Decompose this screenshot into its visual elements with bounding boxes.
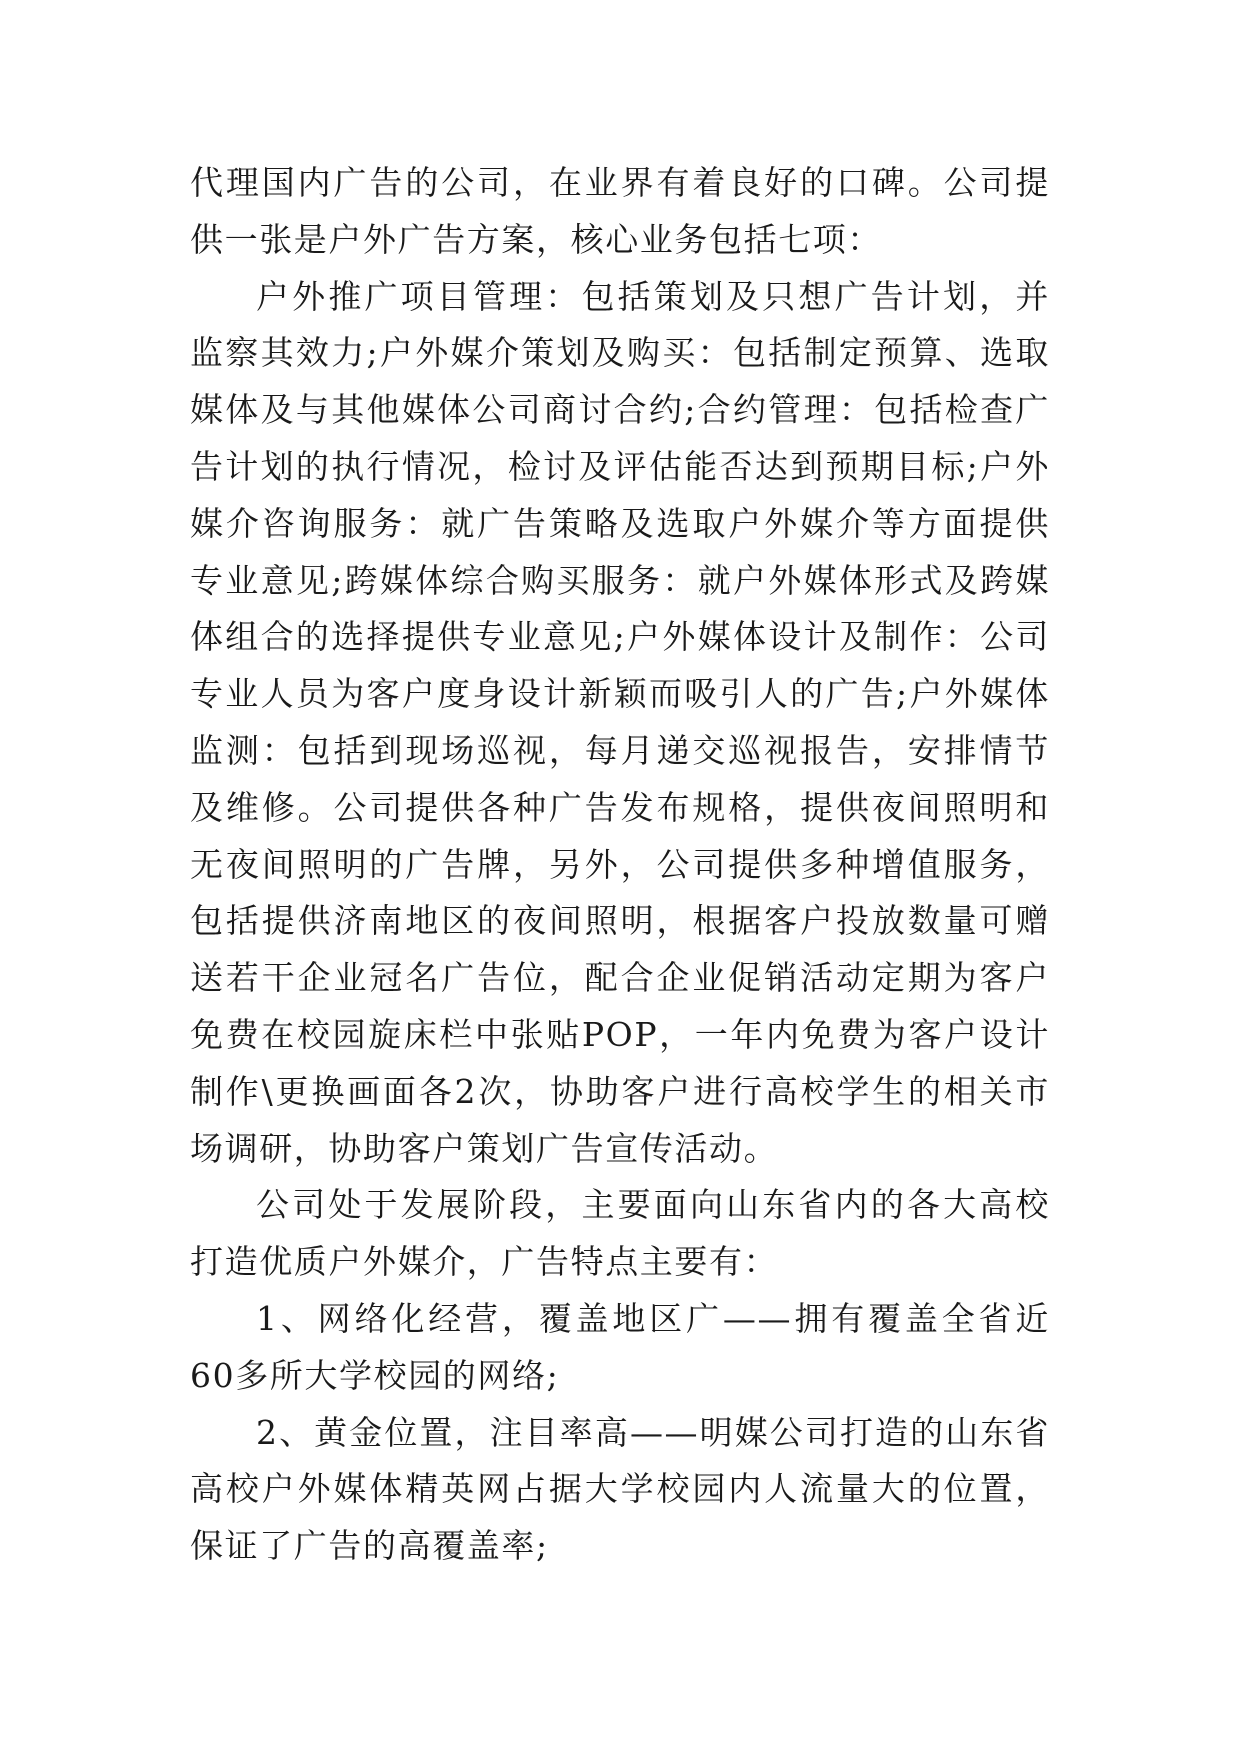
paragraph-continuation: 代理国内广告的公司，在业界有着良好的口碑。公司提供一张是户外广告方案，核心业务包括七项：: [190, 163, 1050, 259]
paragraph-company-stage: 公司处于发展阶段，主要面向山东省内的各大高校打造优质户外媒介，广告特点主要有：: [190, 1185, 1050, 1282]
paragraph-feature-1: 1、网络化经营，覆盖地区广——拥有覆盖全省近60多所大学校园的网络;: [190, 1298, 1050, 1395]
document-body: [190, 155, 1050, 1575]
paragraph-feature-2: 2、黄金位置，注目率高——明媒公司打造的山东省高校户外媒体精英网占据大学校园内人流量大的位置，保证了广告的高覆盖率;: [190, 1412, 1050, 1566]
paragraph-core-services: 户外推广项目管理：包括策划及只想广告计划，并监察其效力;户外媒介策划及购买：包括制定预算、选取媒体及与其他媒体公司商讨合约;合约管理：包括检查广告计划的执行情况，检讨及评估能否达到预期目标;户外媒介咨询服务：就广告策略及选取户外媒介等方面提供专业意见;跨媒体综合购买服务：就户外媒体形式及跨媒体组合的选择提供专业意见;户外媒体设计及制作：公司专业人员为客户度身设计新颖而吸引人的广告;户外媒体监测：包括到现场巡视，每月递交巡视报告，安排情节及维修。公司提供各种广告发布规格，提供夜间照明和无夜间照明的广告牌，另外，公司提供多种增值服务，包括提供济南地区的夜间照明，根据客户投放数量可赠送若干企业冠名广告位，配合企业促销活动定期为客户免费在校园旋床栏中张贴POP，一年内免费为客户设计制作\更换画面各2次，协助客户进行高校学生的相关市场调研，协助客户策划广告宣传活动。: [190, 276, 1050, 1168]
